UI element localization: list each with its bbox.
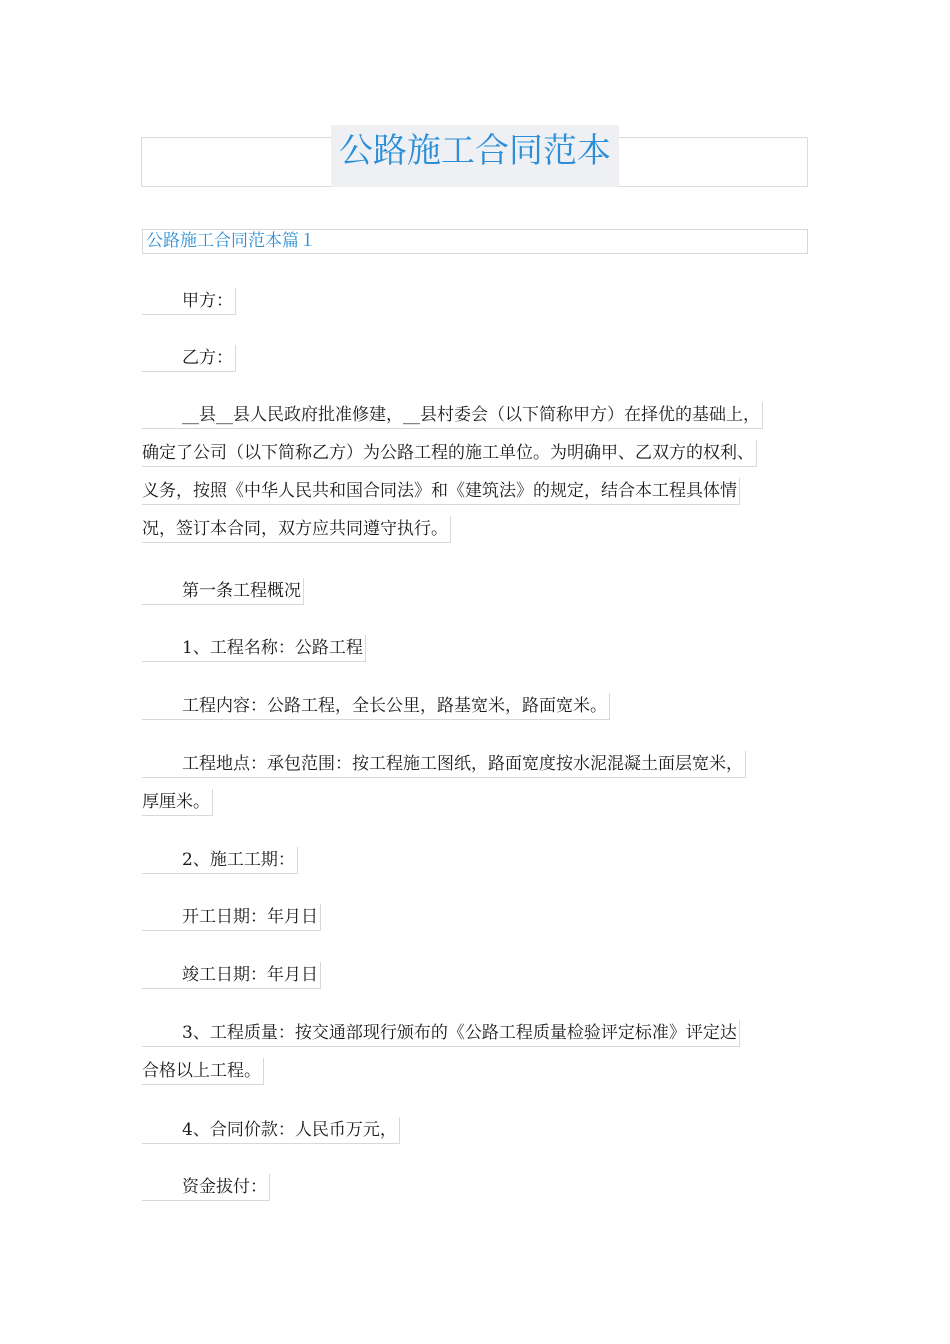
section-heading: 公路施工合同范本篇１ [142, 229, 808, 254]
page-title: 公路施工合同范本 [331, 125, 619, 187]
